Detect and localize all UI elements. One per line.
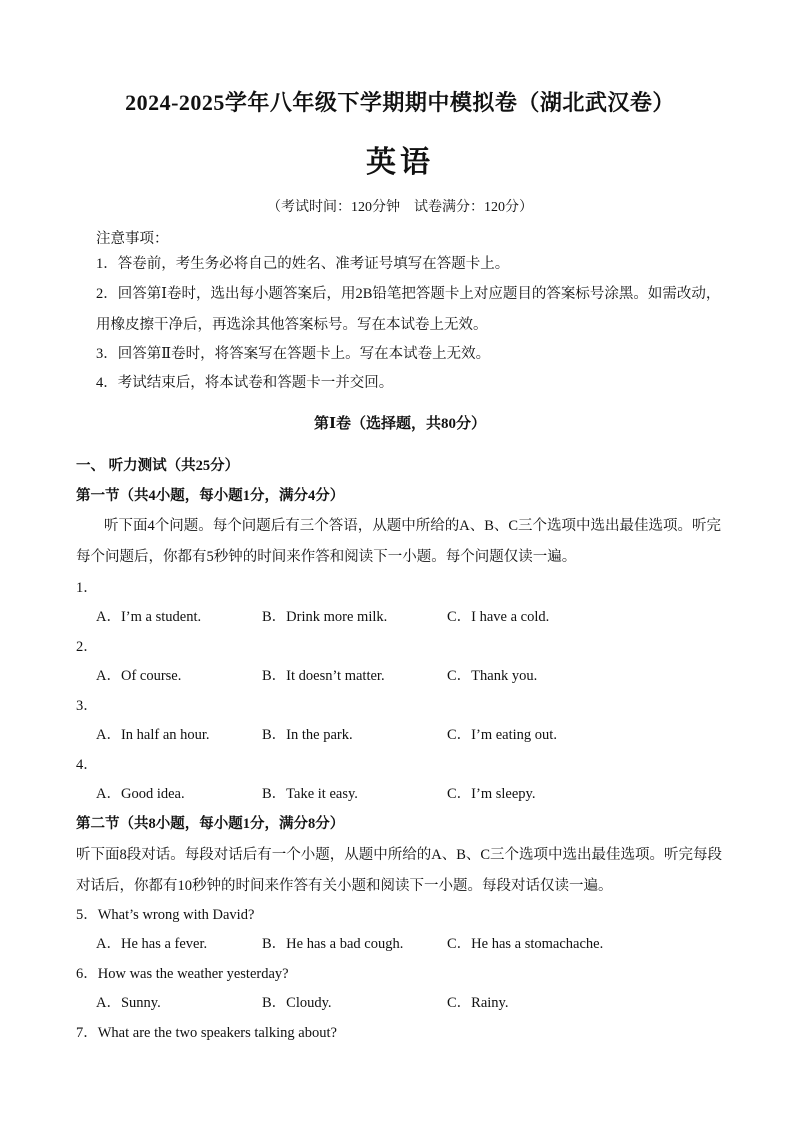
- section1-instructions-line2: 每个问题后，你都有5秒钟的时间来作答和阅读下一小题。每个问题仅读一遍。: [76, 549, 577, 565]
- volume-title: 第Ⅰ卷（选择题，共80分）: [313, 416, 487, 432]
- question-number: 1．: [76, 580, 98, 596]
- note-item-2: 2．回答第Ⅰ卷时，选出每小题答案后，用2B铅笔把答题卡上对应题目的答案标号涂黑。如需改动，: [96, 286, 721, 302]
- option-a: A．Of course.: [96, 668, 182, 684]
- note-item-3: 3．回答第Ⅱ卷时，将答案写在答题卡上。写在本试卷上无效。: [96, 346, 491, 362]
- exam-info: （考试时间：120分钟 试卷满分：120分）: [267, 200, 533, 215]
- option-a: A．Good idea.: [96, 786, 185, 802]
- option-a: A．He has a fever.: [96, 936, 208, 952]
- question-number: 2．: [76, 639, 98, 655]
- option-c: C．Rainy.: [447, 995, 509, 1011]
- question-number: 5．: [76, 907, 98, 923]
- option-c: C．I have a cold.: [447, 609, 550, 625]
- question-stem: [76, 1021, 337, 1042]
- section1-instructions-line1: 听下面4个问题。每个问题后有三个答语，从题中所给的A、B、C三个选项中选出最佳选项。听完: [104, 518, 722, 534]
- question-number: 7．: [76, 1025, 98, 1041]
- option-a: A．In half an hour.: [96, 727, 210, 743]
- section1-heading: 第一节（共4小题，每小题1分，满分4分）: [76, 488, 345, 504]
- section2-instructions-line2: 对话后，你都有10秒钟的时间来作答有关小题和阅读下一小题。每段对话仅读一遍。: [76, 878, 613, 894]
- note-item-2-cont: 用橡皮擦干净后，再选涂其他答案标号。写在本试卷上无效。: [96, 317, 488, 333]
- option-b: B．Drink more milk.: [262, 609, 388, 625]
- option-c: C．He has a stomachache.: [447, 936, 604, 952]
- option-b: B．He has a bad cough.: [262, 936, 404, 952]
- question-text: How was the weather yesterday?: [97, 966, 289, 982]
- question-number: 4．: [76, 757, 98, 773]
- question-number: 3．: [76, 698, 98, 714]
- question-number: 6．: [76, 966, 98, 982]
- question-text: What’s wrong with David?: [97, 907, 255, 923]
- note-item-4: 4．考试结束后，将本试卷和答题卡一并交回。: [96, 375, 394, 391]
- option-b: B．Take it easy.: [262, 786, 358, 802]
- option-a: A．I’m a student.: [96, 609, 202, 625]
- note-item-1: 1．答卷前，考生务必将自己的姓名、准考证号填写在答题卡上。: [96, 256, 510, 272]
- option-b: B．It doesn’t matter.: [262, 668, 385, 684]
- option-a: A．Sunny.: [96, 995, 161, 1011]
- subject-title: 英语: [366, 145, 434, 180]
- question-text: What are the two speakers talking about?: [97, 1025, 337, 1041]
- notes-heading: 注意事项：: [96, 231, 169, 247]
- option-c: C．Thank you.: [447, 668, 538, 684]
- section2-instructions-line1: 听下面8段对话。每段对话后有一个小题，从题中所给的A、B、C三个选项中选出最佳选项。听完每段: [76, 847, 723, 863]
- question-stem: [76, 962, 289, 983]
- exam-title: 2024-2025学年八年级下学期期中模拟卷（湖北武汉卷）: [125, 90, 675, 115]
- section2-heading: 第二节（共8小题，每小题1分，满分8分）: [76, 816, 345, 832]
- option-b: B．In the park.: [262, 727, 353, 743]
- option-b: B．Cloudy.: [262, 995, 332, 1011]
- option-c: C．I’m eating out.: [447, 727, 557, 743]
- question-stem: [76, 903, 254, 924]
- option-c: C．I’m sleepy.: [447, 786, 536, 802]
- part1-heading: 一、 听力测试（共25分）: [76, 458, 240, 474]
